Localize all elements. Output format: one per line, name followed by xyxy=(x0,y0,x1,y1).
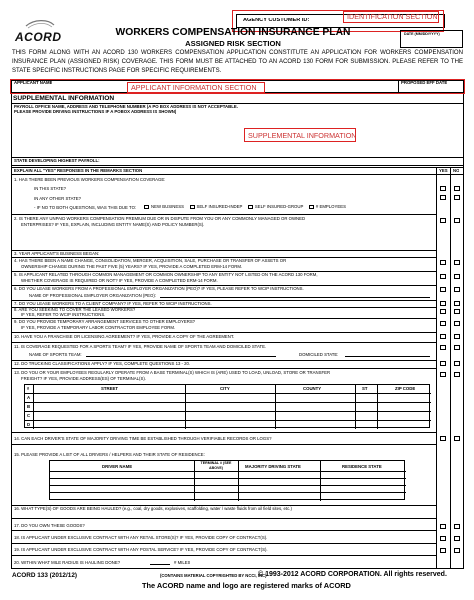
ncci-note: (CONTAINS MATERIAL COPYRIGHTED BY NCCI, INC) xyxy=(160,573,267,578)
self-insured-indep-checkbox[interactable] xyxy=(190,205,195,209)
date-label: DATE (MM/DD/YYYY) xyxy=(404,32,440,36)
q3-label: 3. YEAR APPLICANT'S BUSINESS BEGAN: xyxy=(14,251,100,256)
domiciled-state-field[interactable] xyxy=(345,352,430,357)
q4-yes-checkbox[interactable] xyxy=(440,260,446,265)
q20-label: 20. WITHIN WHAT MILE RADIUS IS HAULING DONE? xyxy=(14,560,121,565)
q17-label: 17. DO YOU OWN THESE GOODS? xyxy=(14,523,85,528)
driver-col-name: DRIVER NAME xyxy=(102,464,133,469)
explain-header: EXPLAIN ALL "YES" RESPONSES IN THE REMARKS SECTION xyxy=(14,168,143,173)
q13-no-checkbox[interactable] xyxy=(454,372,460,377)
supplemental-section-label: SUPPLEMENTAL INFORMATION xyxy=(248,131,357,140)
identification-section-label-box xyxy=(343,11,439,23)
q16-label: 16. WHAT TYPE(S) OF GOODS ARE BEING HAULED? (e.g., coal, dry goods, explosives, scaffolding, water / waste fluids from oil field sites, etc.) xyxy=(14,506,292,511)
q1-label: 1. HAS THERE BEEN PREVIOUS WORKERS COMPENSATION COVERAGE: xyxy=(14,177,166,182)
copyright-text: © 1993-2012 ACORD CORPORATION. All rights reserved. xyxy=(258,571,447,578)
date-box[interactable] xyxy=(400,30,463,48)
q19-no-checkbox[interactable] xyxy=(454,548,460,553)
q6-label: 6. DO YOU LEASE WORKERS FROM A PROFESSIONAL EMPLOYER ORGANIZATION (PEO)? IF YES, PLEASE REFER TO WCIP INSTRUCTIONS. xyxy=(14,286,304,291)
q1a-label: IN THIS STATE? xyxy=(34,186,66,191)
new-business-checkbox[interactable] xyxy=(144,205,149,209)
q11-team-label: NAME OF SPORTS TEAM: xyxy=(29,352,82,357)
self-insured-group-label: SELF INSURED-GROUP xyxy=(254,204,304,209)
terminal-table xyxy=(24,384,430,428)
acord-logo xyxy=(12,20,62,46)
q8-no-checkbox[interactable] xyxy=(454,309,460,314)
driver-col-terminal: TERMINAL # (SEE ABOVE) xyxy=(200,461,232,470)
self-insured-group-checkbox[interactable] xyxy=(248,205,253,209)
q15-label: 15. PLEASE PROVIDE A LIST OF ALL DRIVERS / HELPERS AND THEIR STATE OF RESIDENCE: xyxy=(14,452,205,457)
agency-customer-id-label: AGENCY CUSTOMER ID: xyxy=(243,18,310,23)
form-id: ACORD 133 (2012/12) xyxy=(12,572,78,579)
self-insured-indep-label: SELF INSURED-INDEP xyxy=(196,204,243,209)
state-highest-payroll-label: STATE DEVELOPING HIGHEST PAYROLL: xyxy=(14,158,100,163)
q11-state-label: DOMICILED STATE: xyxy=(299,352,339,357)
new-business-label: NEW BUSINESS xyxy=(151,204,184,209)
intro-text: THIS FORM ALONG WITH AN ACORD 130 WORKERS COMPENSATION APPLICATION CONSTITUTE AN APPLICATION FOR WORKERS COMPENSATION INSURANCE PLAN (ASSIGNED RISK) COVERAGE. THIS FORM MUST BE ATTACHED TO AN ACORD 130 FORM FOR SUBMISSION. PLEASE REFER TO THE STATE SPECIFIC INSTRUCTIONS PAGE FOR SPECIFIC REQUIREMENTS. xyxy=(12,50,463,74)
form-subtitle: ASSIGNED RISK SECTION xyxy=(185,39,281,48)
q1a-yes-checkbox[interactable] xyxy=(440,186,446,191)
employees-label: # EMPLOYEES xyxy=(315,204,346,209)
terminal-row-d: D xyxy=(27,422,31,427)
q5-label-2: WHETHER COVERAGE IS REQUIRED OR NOT? IF YES, PROVIDE A COMPLETED ERM-14 FORM. xyxy=(21,278,218,283)
q8-label-2: IF YES, REFER TO WCIP INSTRUCTIONS. xyxy=(21,312,106,317)
q8-label-1: 8. ARE YOU SEEKING TO COVER THE LEASED WORKERS? xyxy=(14,307,136,312)
applicant-section-label-box xyxy=(127,82,265,93)
q4-label-2: OWNERSHIP CHANGE DURING THE PAST FIVE (5) YEARS? IF YES, PROVIDE A COMPLETED ERM-14 FORM. xyxy=(21,264,243,269)
q20-miles-label: # MILES xyxy=(174,560,191,565)
q1b-label: IN ANY OTHER STATE? xyxy=(34,196,82,201)
q11-no-checkbox[interactable] xyxy=(454,345,460,350)
q2-label-2: ENTERPRISES? IF YES, EXPLAIN, INCLUDING ENTITY NAME(S) AND POLICY NUMBER(S). xyxy=(21,222,205,227)
trademark-text: The ACORD name and logo are registered marks of ACORD xyxy=(142,581,351,590)
q2-no-checkbox[interactable] xyxy=(454,218,460,223)
q10-label: 10. HAVE YOU A FRANCHISE OR LICENSING AGREEMENT? IF YES, PROVIDE A COPY OF THE AGREEMENT. xyxy=(14,334,235,339)
q17-no-checkbox[interactable] xyxy=(454,524,460,529)
q14-label: 14. CAN EACH DRIVER'S STATE OF MAJORITY DRIVING TIME BE ESTABLISHED THROUGH VERIFIABLE RECORDS OR LOGS? xyxy=(14,436,272,441)
q13-label-2: FREIGHT? IF YES, PROVIDE ADDRESS(ES) OF TERMINAL(S). xyxy=(21,376,146,381)
supplemental-title: SUPPLEMENTAL INFORMATION xyxy=(13,95,115,102)
q17-yes-checkbox[interactable] xyxy=(440,524,446,529)
q2-yes-checkbox[interactable] xyxy=(440,218,446,223)
employees-count-box[interactable] xyxy=(309,205,314,209)
q1b-yes-checkbox[interactable] xyxy=(440,195,446,200)
payroll-office-field[interactable] xyxy=(14,116,454,156)
q1b-no-checkbox[interactable] xyxy=(454,195,460,200)
q7-yes-checkbox[interactable] xyxy=(440,301,446,306)
q6-no-checkbox[interactable] xyxy=(454,287,460,292)
q1c-label: - IF NO TO BOTH QUESTIONS, WAS THIS DUE TO: xyxy=(34,205,137,210)
applicant-section-label: APPLICANT INFORMATION SECTION xyxy=(131,83,257,92)
q6-peo-name-label: NAME OF PROFESSIONAL EMPLOYER ORGANIZATION (PEO): xyxy=(29,293,157,298)
q10-no-checkbox[interactable] xyxy=(454,334,460,339)
q8-yes-checkbox[interactable] xyxy=(440,309,446,314)
payroll-office-label-2: PLEASE PROVIDE DRIVING INSTRUCTIONS IF A POBOX ADDRESS IS SHOWN) xyxy=(14,109,177,114)
q1a-no-checkbox[interactable] xyxy=(454,186,460,191)
q7-label: 7. DO YOU LEASE WORKERS TO A CLIENT COMPANY? IF YES, REFER TO WCIP INSTRUCTIONS. xyxy=(14,301,212,306)
logo-text: ACORD xyxy=(15,30,62,44)
q10-yes-checkbox[interactable] xyxy=(440,334,446,339)
q5-label-1: 5. IS APPLICANT RELATED THROUGH COMMON MANAGEMENT OR COMMON OWNERSHIP TO ANY ENTITY NOT LISTED ON THE ACORD 130 FORM, xyxy=(14,272,318,277)
terminal-row-a: A xyxy=(27,395,31,400)
peo-name-field[interactable] xyxy=(160,293,430,298)
q12-yes-checkbox[interactable] xyxy=(440,361,446,366)
sports-team-field[interactable] xyxy=(86,352,276,357)
driver-table xyxy=(49,460,405,500)
q11-yes-checkbox[interactable] xyxy=(440,345,446,350)
terminal-col-county: COUNTY xyxy=(303,386,322,391)
q11-label: 11. IS COVERAGE REQUESTED FOR A SPORTS TEAM? IF YES, PROVIDE NAME OF SPORTS TEAM AND DOMICILED STATE. xyxy=(14,344,267,349)
state-highest-payroll-field[interactable] xyxy=(110,158,450,164)
q2-label-1: 2. IS THERE ANY UNPAID WORKERS COMPENSATION PREMIUM DUE OR IN DISPUTE FROM YOU OR ANY COMMONLY MANAGED OR OWNED xyxy=(14,216,306,221)
terminal-col-st: ST xyxy=(362,386,368,391)
q9-no-checkbox[interactable] xyxy=(454,321,460,326)
driver-col-residence-state: RESIDENCE STATE xyxy=(342,464,382,469)
supplemental-section-label-box xyxy=(244,128,356,142)
q13-label-1: 13. DO YOU OR YOUR EMPLOYEES REGULARLY OPERATE FROM A BASE TERMINAL(S) WHICH IS (ARE) USED TO LOAD, UNLOAD, STORE OR TRANSFER xyxy=(14,370,331,375)
q4-no-checkbox[interactable] xyxy=(454,260,460,265)
terminal-row-b: B xyxy=(27,404,31,409)
q6-yes-checkbox[interactable] xyxy=(440,287,446,292)
applicant-name-label: APPLICANT NAME xyxy=(14,80,53,85)
q7-no-checkbox[interactable] xyxy=(454,301,460,306)
q18-no-checkbox[interactable] xyxy=(454,536,460,541)
terminal-col-city: CITY xyxy=(220,386,230,391)
q1c-options xyxy=(142,204,434,210)
q18-yes-checkbox[interactable] xyxy=(440,536,446,541)
terminal-col-zip: ZIP CODE xyxy=(395,386,416,391)
q14-no-checkbox[interactable] xyxy=(454,436,460,441)
yes-header: YES xyxy=(439,168,448,173)
terminal-row-c: C xyxy=(27,413,31,418)
terminal-col-number: # xyxy=(27,386,30,391)
no-header: NO xyxy=(453,168,460,173)
payroll-office-label-1: PAYROLL OFFICE NAME, ADDRESS AND TELEPHONE NUMBER (A PO BOX ADDRESS IS NOT ACCEPTABLE. xyxy=(14,104,238,109)
q9-yes-checkbox[interactable] xyxy=(440,321,446,326)
q18-label: 18. IS APPLICANT UNDER EXCLUSIVE CONTRACT WITH ANY RETAIL STORE(S)? IF YES, PROVIDE COPY OF CONTRACT(S). xyxy=(14,535,268,540)
q5-yes-checkbox[interactable] xyxy=(440,274,446,279)
q14-yes-checkbox[interactable] xyxy=(440,436,446,441)
q5-no-checkbox[interactable] xyxy=(454,274,460,279)
mile-radius-field[interactable] xyxy=(150,560,170,565)
q19-yes-checkbox[interactable] xyxy=(440,548,446,553)
q12-no-checkbox[interactable] xyxy=(454,361,460,366)
q13-yes-checkbox[interactable] xyxy=(440,372,446,377)
proposed-eff-date-label: PROPOSED EFF DATE xyxy=(401,80,448,85)
q19-label: 19. IS APPLICANT UNDER EXCLUSIVE CONTRACT WITH ANY POSTAL SERVICE? IF YES, PROVIDE COPY OF CONTRACT(S). xyxy=(14,547,268,552)
identification-section-label: IDENTIFICATION SECTION xyxy=(347,12,438,21)
q4-label-1: 4. HAS THERE BEEN A NAME CHANGE, CONSOLIDATION, MERGER, ACQUISITION, SALE, PURCHASE OR TRANSFER OF ASSETS OR xyxy=(14,258,287,263)
driver-col-majority-state: MAJORITY DRIVING STATE xyxy=(245,464,301,469)
q12-label: 12. DO TRUCKING CLASSIFICATIONS APPLY? IF YES, COMPLETE QUESTIONS 13 - 20. xyxy=(14,361,191,366)
terminal-col-street: STREET xyxy=(101,386,118,391)
form-title: WORKERS COMPENSATION INSURANCE PLAN xyxy=(115,27,351,38)
q9-label-2: IF YES, PROVIDE A TEMPORARY LABOR CONTRACTOR EMPLOYEE FORM. xyxy=(21,325,176,330)
q9-label-1: 9. DO YOU PROVIDE TEMPORARY ARRANGEMENT SERVICES TO OTHER EMPLOYERS? xyxy=(14,319,196,324)
